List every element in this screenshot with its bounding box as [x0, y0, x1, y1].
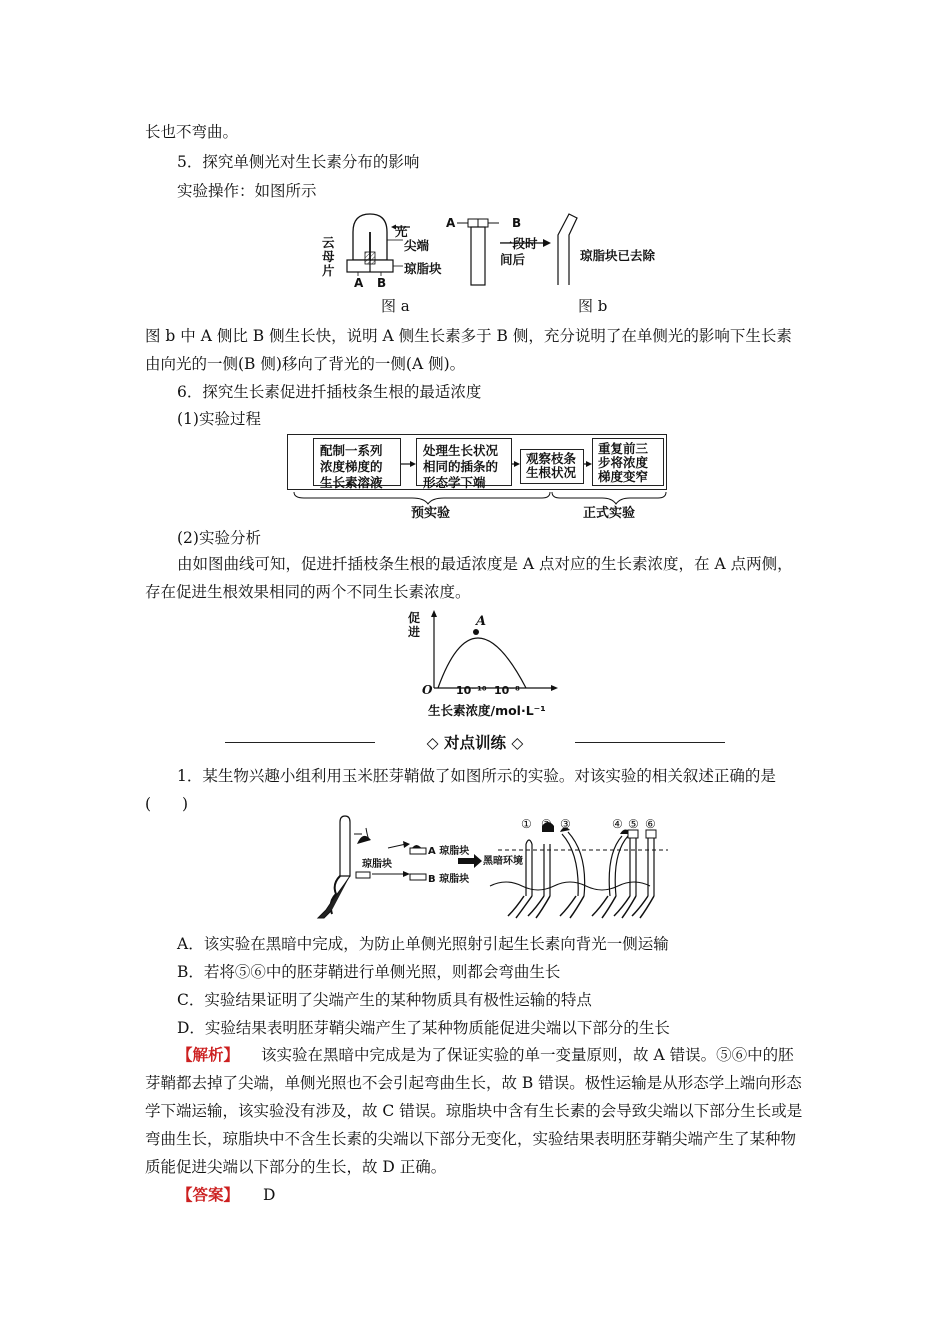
label-time: 一段时间后: [500, 236, 538, 267]
graph-y-label: 促进: [408, 611, 421, 639]
label-formal-experiment: 正式实验: [583, 506, 636, 521]
analysis-text: 该实验在黑暗中完成是为了保证实验的单一变量原则，故 A 错误。⑤⑥中的胚芽鞘都去掉了尖端，单侧光照也不会引起弯曲生长，故 B 错误。极性运输是从形态学上端向形态学下端运输，该实验没有涉及，故 C 错误。琼脂块中含有生长素的会导致尖端以下部分生长或是弯曲生长，琼脂块中不含生长素的尖端以下部分无变化，实验结果表明胚芽鞘尖端产生了某种物质能促进尖端以下部分的生长，故 D 正确。: [145, 1046, 803, 1176]
label-a: A: [354, 276, 364, 290]
fig-label-dark: 黑暗环境: [483, 856, 523, 867]
option-d: D．实验结果表明胚芽鞘尖端产生了某种物质能促进尖端以下部分的生长: [177, 1019, 670, 1037]
answer-line: [177, 1184, 275, 1206]
fig-num-5: ⑤: [628, 817, 639, 831]
fig-num-2: ②: [541, 817, 552, 831]
fig-label-agar-a: A 琼脂块: [428, 846, 470, 857]
graph-x-label: 生长素浓度/mol·L⁻¹: [428, 703, 546, 718]
fig-num-6: ⑥: [645, 817, 656, 831]
flow-step-1: 配制一系列浓度梯度的生长素溶液: [313, 438, 401, 486]
label-removed: 琼脂块已去除: [580, 248, 656, 263]
subheading-process: (1)实验过程: [177, 410, 261, 428]
subheading-analysis: (2)实验分析: [177, 529, 261, 547]
label-b2: B: [512, 216, 522, 230]
graph-tick-2: 10⁻⁸: [494, 684, 520, 697]
text-line: 长也不弯曲。: [145, 123, 239, 141]
analysis-paragraph: [145, 1041, 805, 1181]
option-c: C．实验结果证明了尖端产生的某种物质具有极性运输的特点: [177, 991, 592, 1009]
label-agar: 琼脂块: [404, 261, 442, 276]
caption-a: 图 a: [381, 297, 410, 315]
paragraph: 由如图曲线可知，促进扦插枝条生根的最适浓度是 A 点对应的生长素浓度，在 A 点两侧，存在促进生根效果相同的两个不同生长素浓度。: [145, 555, 793, 601]
flow-step-4: 重复前三步将浓度梯度变窄: [592, 438, 664, 486]
section-title: ◇ 对点训练 ◇: [426, 734, 524, 752]
fig-label-agar: 琼脂块: [362, 859, 392, 870]
fig-label-agar-b: B 琼脂块: [428, 874, 470, 885]
heading-5: 5．探究单侧光对生长素分布的影响: [177, 153, 420, 171]
fig-num-4: ④: [612, 817, 623, 831]
paragraph: 图 b 中 A 侧比 B 侧生长快，说明 A 侧生长素多于 B 侧，充分说明了在单侧光的影响下生长素由向光的一侧(B 侧)移向了背光的一侧(A 侧)。: [145, 327, 792, 373]
divider-right: [575, 742, 725, 743]
label-mica: 云母片: [322, 235, 335, 278]
graph-tick-1: 10⁻¹⁰: [456, 684, 487, 697]
label-tip: 尖端: [404, 238, 430, 253]
divider-left: [225, 742, 375, 743]
label-light: 光: [395, 224, 408, 239]
question-1: 1．某生物兴趣小组利用玉米胚芽鞘做了如图所示的实验。对该实验的相关叙述正确的是( ): [145, 767, 776, 813]
analysis-label: 【解析】: [177, 1046, 240, 1064]
flow-step-3: 观察枝条生根状况: [520, 449, 584, 484]
fig-num-1: ①: [521, 817, 532, 831]
option-b: B．若将⑤⑥中的胚芽鞘进行单侧光照，则都会弯曲生长: [177, 963, 561, 981]
label-b: B: [377, 276, 387, 290]
label-pre-experiment: 预实验: [411, 506, 451, 521]
text-line: 实验操作：如图所示: [177, 182, 317, 200]
answer-label: 【答案】: [177, 1186, 240, 1204]
heading-6: 6．探究生长素促进扦插枝条生根的最适浓度: [177, 383, 482, 401]
fig-num-3: ③: [560, 817, 571, 831]
answer-value: D: [263, 1186, 276, 1204]
graph-point-a: A: [476, 614, 487, 629]
graph-origin: O: [422, 683, 433, 697]
label-a2: A: [446, 216, 456, 230]
option-a: A．该实验在黑暗中完成，为防止单侧光照射引起生长素向背光一侧运输: [177, 935, 669, 953]
flow-step-2: 处理生长状况相同的插条的形态学下端: [416, 438, 512, 486]
concentration-curve: [420, 610, 560, 694]
caption-b: 图 b: [578, 297, 608, 315]
